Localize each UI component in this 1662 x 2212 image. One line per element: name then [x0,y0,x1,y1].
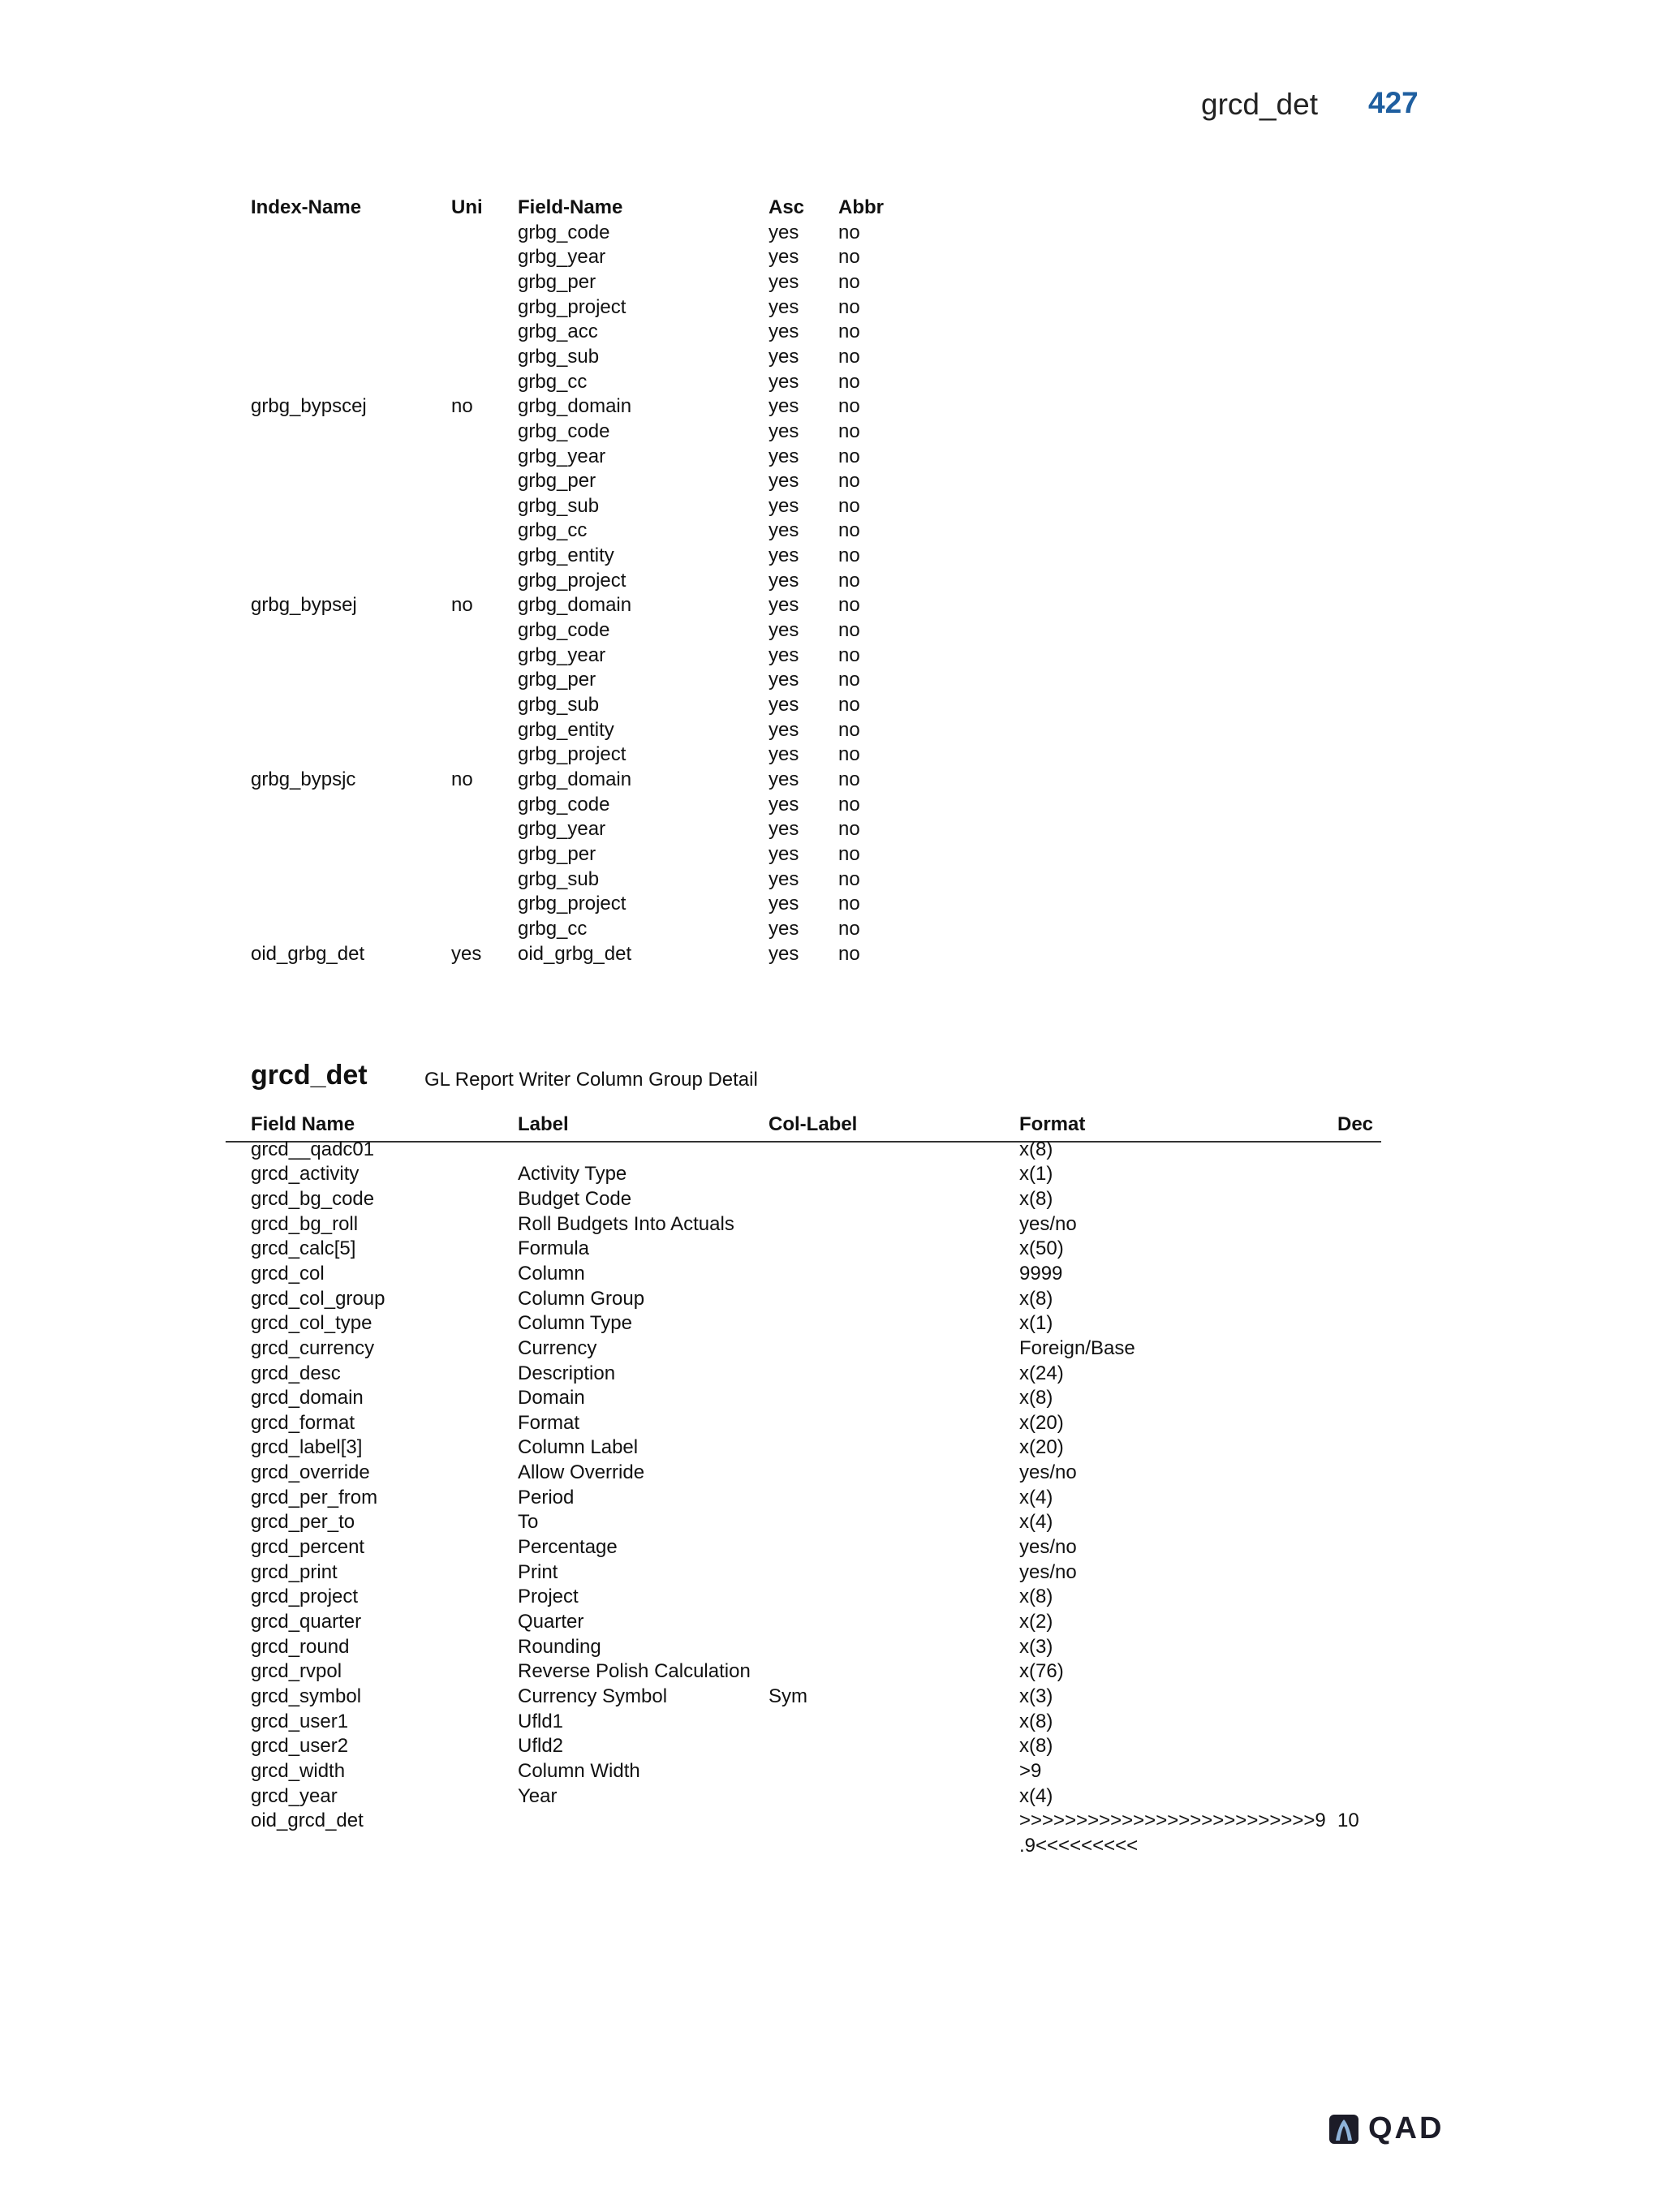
cell-label: Roll Budgets Into Actuals [518,1212,734,1235]
cell-format: x(50) [1019,1237,1064,1260]
cell-asc: yes [769,445,799,467]
cell-abbr: no [838,818,860,841]
cell-abbr: no [838,893,860,915]
table-title: grcd_det [251,1060,368,1091]
cell-asc: yes [769,494,799,517]
column-header-index-name: Index-Name [251,196,362,218]
cell-field-name: oid_grbg_det [518,942,632,965]
cell-format: x(20) [1019,1436,1064,1459]
cell-field-name: grbg_domain [518,395,632,418]
cell-field-name: grbg_cc [518,519,588,542]
cell-format: yes/no [1019,1212,1077,1235]
cell-asc: yes [769,569,799,592]
cell-label: Activity Type [518,1163,627,1186]
cell-field-name: grcd_col_type [251,1312,372,1335]
column-header-dec: Dec [1337,1113,1374,1135]
cell-label: Currency Symbol [518,1685,668,1707]
cell-asc: yes [769,917,799,940]
cell-field-name: grbg_sub [518,694,600,716]
cell-format: x(2) [1019,1611,1053,1633]
cell-format: x(4) [1019,1486,1053,1508]
cell-abbr: no [838,470,860,493]
cell-field-name: grbg_year [518,643,606,666]
cell-asc: yes [769,594,799,617]
column-header-abbr: Abbr [838,196,884,218]
cell-format: yes/no [1019,1560,1077,1583]
cell-field-name: grbg_per [518,470,596,493]
cell-asc: yes [769,793,799,816]
cell-index-name: oid_grbg_det [251,942,365,965]
cell-field-name: grbg_per [518,270,596,293]
cell-label: Column Width [518,1759,640,1782]
cell-abbr: no [838,594,860,617]
cell-field-name: grbg_code [518,420,610,442]
cell-asc: yes [769,420,799,442]
cell-format: x(8) [1019,1287,1053,1310]
cell-label: Formula [518,1237,590,1260]
column-header-asc: Asc [769,196,805,218]
cell-abbr: no [838,669,860,691]
cell-field-name: grcd_round [251,1635,350,1658]
cell-asc: yes [769,395,799,418]
cell-field-name: grcd_bg_roll [251,1212,359,1235]
cell-abbr: no [838,519,860,542]
cell-asc: yes [769,867,799,890]
cell-field-name: grcd_per_from [251,1486,378,1508]
cell-asc: yes [769,270,799,293]
cell-index-name: grbg_bypsej [251,594,357,617]
cell-label: Rounding [518,1635,601,1658]
cell-abbr: no [838,221,860,243]
cell-field-name: grcd_project [251,1586,359,1608]
page-number: 427 [1368,86,1419,119]
cell-format: x(3) [1019,1685,1053,1707]
cell-asc: yes [769,321,799,343]
cell-abbr: no [838,321,860,343]
cell-field-name: grcd_label[3] [251,1436,363,1459]
column-header-field-name: Field Name [251,1113,355,1135]
cell-abbr: no [838,842,860,865]
cell-label: Currency [518,1336,597,1359]
cell-field-name: grbg_per [518,842,596,865]
cell-field-name: grbg_year [518,818,606,841]
cell-field-name: grcd_print [251,1560,338,1583]
cell-field-name: grcd_override [251,1461,370,1484]
cell-field-name: grcd_width [251,1759,346,1782]
cell-abbr: no [838,445,860,467]
cell-format: x(76) [1019,1660,1064,1683]
cell-format: x(8) [1019,1586,1053,1608]
cell-field-name: grbg_code [518,793,610,816]
column-header-field-name: Field-Name [518,196,623,218]
cell-field-name: grbg_domain [518,768,632,790]
cell-field-name: grcd_col [251,1262,325,1285]
cell-label: Description [518,1362,616,1384]
cell-label: Format [518,1411,580,1434]
cell-label: Reverse Polish Calculation [518,1660,751,1683]
cell-field-name: grcd_currency [251,1336,375,1359]
cell-label: Project [518,1586,579,1608]
column-header-label: Label [518,1113,569,1135]
cell-asc: yes [769,643,799,666]
running-head [1201,88,1445,128]
cell-abbr: no [838,345,860,368]
cell-asc: yes [769,246,799,269]
cell-asc: yes [769,519,799,542]
cell-dec: 10 [1337,1810,1359,1832]
cell-field-name: grbg_project [518,569,626,592]
cell-field-name: grcd_percent [251,1536,365,1559]
cell-field-name: grcd_desc [251,1362,341,1384]
cell-asc: yes [769,544,799,567]
cell-index-name: grbg_bypsjc [251,768,356,790]
cell-asc: yes [769,345,799,368]
column-header-col-label: Col-Label [769,1113,858,1135]
cell-abbr: no [838,395,860,418]
cell-abbr: no [838,694,860,716]
cell-abbr: no [838,295,860,318]
cell-col-label: Sym [769,1685,807,1707]
cell-format: x(3) [1019,1635,1053,1658]
cell-label: Period [518,1486,575,1508]
cell-field-name: grbg_project [518,743,626,766]
cell-format: yes/no [1019,1461,1077,1484]
cell-field-name: grbg_cc [518,917,588,940]
cell-label: Year [518,1784,558,1807]
cell-field-name: grcd_rvpol [251,1660,342,1683]
cell-label: Quarter [518,1611,584,1633]
cell-field-name: grbg_year [518,445,606,467]
logo-wordmark: QAD [1368,2111,1445,2145]
cell-format: x(1) [1019,1312,1053,1335]
cell-abbr: no [838,246,860,269]
cell-format: .9<<<<<<<<< [1019,1834,1139,1857]
cell-asc: yes [769,893,799,915]
cell-label: Print [518,1560,558,1583]
cell-label: Column Group [518,1287,645,1310]
cell-label: Ufld1 [518,1710,564,1732]
cell-uni: no [451,395,473,418]
cell-format: x(4) [1019,1784,1053,1807]
cell-format: 9999 [1019,1262,1063,1285]
cell-abbr: no [838,370,860,393]
cell-abbr: no [838,768,860,790]
cell-field-name: grbg_sub [518,494,600,517]
column-header-format: Format [1019,1113,1086,1135]
cell-format: x(8) [1019,1187,1053,1210]
cell-asc: yes [769,842,799,865]
cell-asc: yes [769,295,799,318]
cell-field-name: grcd_symbol [251,1685,362,1707]
cell-format: x(8) [1019,1735,1053,1758]
cell-label: Ufld2 [518,1735,564,1758]
cell-format: Foreign/Base [1019,1336,1135,1359]
cell-abbr: no [838,544,860,567]
cell-field-name: grbg_sub [518,867,600,890]
cell-abbr: no [838,867,860,890]
cell-uni: no [451,594,473,617]
cell-asc: yes [769,370,799,393]
cell-label: Column Type [518,1312,632,1335]
cell-asc: yes [769,743,799,766]
cell-abbr: no [838,743,860,766]
cell-asc: yes [769,669,799,691]
cell-format: x(8) [1019,1387,1053,1409]
cell-field-name: oid_grcd_det [251,1810,364,1832]
cell-asc: yes [769,221,799,243]
cell-field-name: grcd_per_to [251,1511,355,1534]
cell-abbr: no [838,793,860,816]
cell-abbr: no [838,718,860,741]
cell-format: x(8) [1019,1138,1053,1160]
cell-field-name: grbg_year [518,246,606,269]
column-header-uni: Uni [451,196,483,218]
cell-field-name: grcd_quarter [251,1611,362,1633]
cell-format: x(4) [1019,1511,1053,1534]
table-description: GL Report Writer Column Group Detail [424,1069,758,1091]
cell-label: Column [518,1262,585,1285]
cell-field-name: grcd_activity [251,1163,360,1186]
cell-abbr: no [838,917,860,940]
cell-field-name: grbg_entity [518,718,614,741]
cell-field-name: grbg_domain [518,594,632,617]
cell-abbr: no [838,420,860,442]
cell-label: Domain [518,1387,585,1409]
cell-field-name: grbg_sub [518,345,600,368]
cell-format: yes/no [1019,1536,1077,1559]
cell-format: x(8) [1019,1710,1053,1732]
cell-format: x(20) [1019,1411,1064,1434]
cell-field-name: grcd_domain [251,1387,364,1409]
qad-logo [1328,2113,1449,2145]
cell-asc: yes [769,768,799,790]
cell-field-name: grcd_user2 [251,1735,349,1758]
cell-asc: yes [769,619,799,642]
cell-uni: no [451,768,473,790]
cell-format: >>>>>>>>>>>>>>>>>>>>>>>>>>9 [1019,1810,1326,1832]
cell-field-name: grcd_user1 [251,1710,349,1732]
cell-field-name: grbg_code [518,221,610,243]
cell-format: x(24) [1019,1362,1064,1384]
cell-format: x(1) [1019,1163,1053,1186]
cell-abbr: no [838,569,860,592]
cell-label: To [518,1511,539,1534]
cell-abbr: no [838,494,860,517]
cell-field-name: grcd_bg_code [251,1187,375,1210]
cell-field-name: grbg_per [518,669,596,691]
cell-field-name: grcd_calc[5] [251,1237,356,1260]
cell-field-name: grcd_col_group [251,1287,385,1310]
cell-field-name: grcd_year [251,1784,338,1807]
cell-abbr: no [838,643,860,666]
cell-field-name: grcd__qadc01 [251,1138,375,1160]
cell-label: Column Label [518,1436,639,1459]
cell-label: Budget Code [518,1187,632,1210]
cell-index-name: grbg_bypscej [251,395,367,418]
cell-field-name: grbg_project [518,893,626,915]
cell-abbr: no [838,270,860,293]
cell-field-name: grbg_code [518,619,610,642]
cell-asc: yes [769,470,799,493]
cell-asc: yes [769,942,799,965]
qad-logo-icon [1328,2113,1360,2145]
cell-asc: yes [769,694,799,716]
cell-label: Allow Override [518,1461,645,1484]
cell-abbr: no [838,619,860,642]
cell-field-name: grbg_cc [518,370,588,393]
cell-field-name: grcd_format [251,1411,355,1434]
cell-format: >9 [1019,1759,1042,1782]
cell-uni: yes [451,942,482,965]
cell-field-name: grbg_project [518,295,626,318]
running-head-title: grcd_det [1201,88,1318,121]
cell-field-name: grbg_entity [518,544,614,567]
cell-label: Percentage [518,1536,618,1559]
cell-field-name: grbg_acc [518,321,598,343]
cell-asc: yes [769,818,799,841]
cell-abbr: no [838,942,860,965]
header-rule [226,1141,1381,1143]
cell-asc: yes [769,718,799,741]
